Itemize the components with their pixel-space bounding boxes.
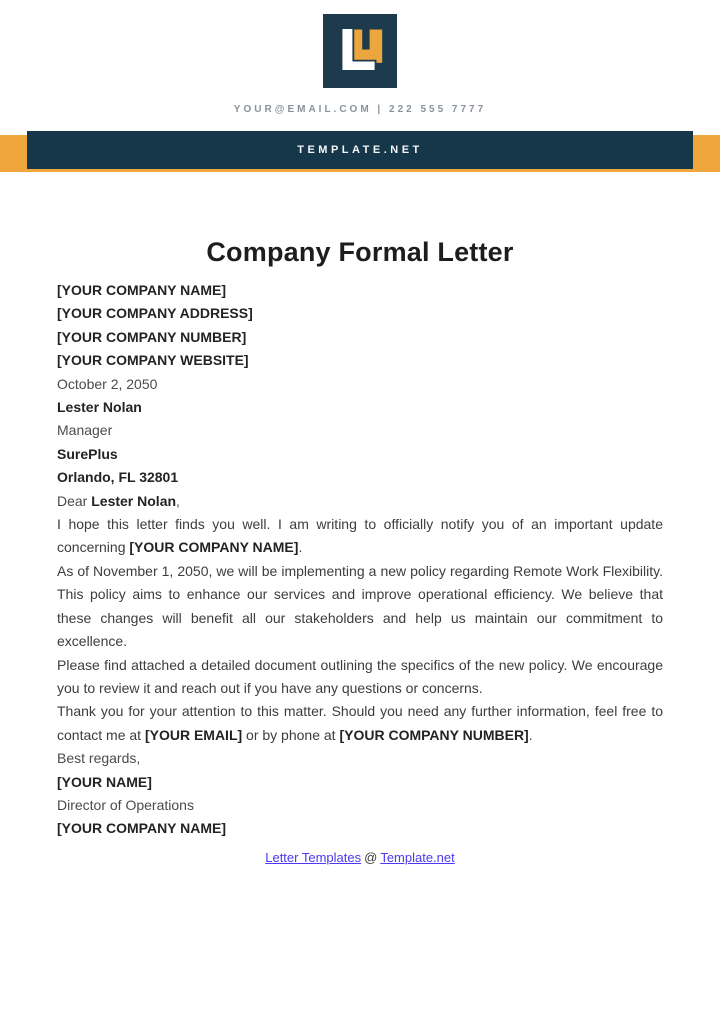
date-line: October 2, 2050 [57,375,158,392]
p4-email-placeholder: [YOUR EMAIL] [144,726,243,743]
p4-text-2: or by phone at [242,726,340,743]
brand-banner [0,131,720,173]
paragraph-1 [57,513,663,560]
company-number-line: [YOUR COMPANY NUMBER] [57,328,247,345]
p4-number-placeholder: [YOUR COMPANY NUMBER] [339,726,529,743]
letterhead [0,0,720,115]
recipient-company: SurePlus [57,445,118,462]
company-name-line: [YOUR COMPANY NAME] [57,282,227,298]
company-address-line: [YOUR COMPANY ADDRESS] [57,305,253,322]
salutation-name: Lester Nolan [91,492,177,509]
letter-templates-link[interactable]: Letter Templates [265,849,362,865]
salutation-pre: Dear [57,492,92,509]
p1-text: I hope this letter finds you well. I am writing to officially notify you of an important update concerning [57,516,663,556]
contact-line: YOUR@EMAIL.COM | 222 555 7777 [233,104,487,115]
paragraph-3: Please find attached a detailed document outlining the specifics of the new policy. We encourage you to review it and reach out if you have any questions or concerns. [57,656,663,696]
attribution-footer [57,850,663,865]
p4-period: . [528,726,533,743]
letter-body [0,236,720,865]
sender-role: Director of Operations [57,796,194,813]
sender-name: [YOUR NAME] [57,773,152,790]
recipient-role: Manager [57,422,113,439]
paragraph-4 [57,700,663,747]
recipient-location: Orlando, FL 32801 [57,469,179,486]
template-net-link[interactable]: Template.net [380,849,455,865]
recipient-name: Lester Nolan [57,399,142,416]
salutation [57,490,663,513]
paragraph-2: As of November 1, 2050, we will be implementing a new policy regarding Remote Work Flexibility. This policy aims to enhance our services and improve operational efficiency. We believe that these changes will benefit all our stakeholders and help us maintain our commitment to excellence. [57,562,663,650]
attribution-separator: @ [364,849,378,865]
company-website-line: [YOUR COMPANY WEBSITE] [57,352,249,369]
letter-title: Company Formal Letter [206,237,514,267]
p4-text-1: Thank you for your attention to this matter. Should you need any further information, feel free to contact me at [57,703,663,743]
p1-bold-placeholder: [YOUR COMPANY NAME] [129,539,299,556]
signoff-line: Best regards, [57,750,141,767]
sender-company: [YOUR COMPANY NAME] [57,820,227,837]
p1-period: . [298,539,303,556]
brand-label: TEMPLATE.NET [297,144,423,156]
company-logo [323,14,397,88]
lu-monogram-icon [323,14,397,88]
banner-navy-bar [27,131,693,169]
salutation-post: , [176,492,180,509]
